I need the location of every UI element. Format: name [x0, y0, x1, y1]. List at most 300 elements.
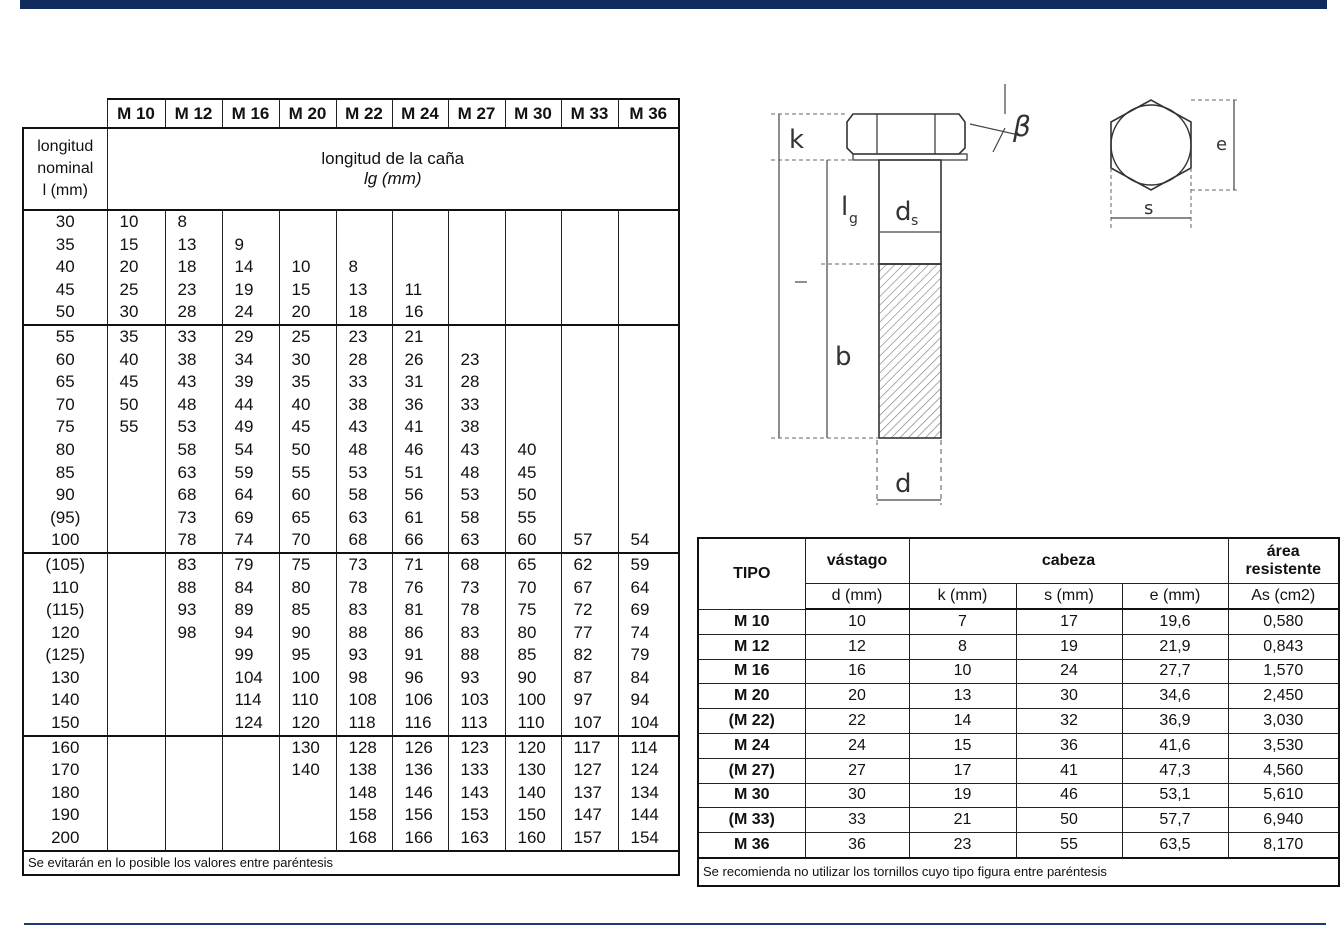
shank-length-value: 68 [460, 554, 480, 574]
nominal-line: l (mm) [42, 182, 88, 199]
shank-length-value [108, 827, 165, 850]
shank-length-value [449, 326, 505, 349]
shank-length-value: 116 [404, 713, 432, 733]
left-footnote-row [23, 851, 679, 875]
length-group [23, 736, 679, 851]
shank-length-value: 18 [348, 302, 368, 322]
shank-length-value [108, 529, 165, 552]
nominal-length: 30 [55, 212, 75, 231]
shank-length-cell [165, 325, 222, 553]
shank-length-value [166, 712, 222, 735]
shank-length-cell [392, 325, 448, 553]
shank-length-value: 44 [234, 394, 254, 414]
shank-length-value: 160 [517, 828, 546, 848]
shank-length-value: 89 [234, 600, 254, 620]
shank-length-cell [222, 553, 279, 736]
shank-length-value [619, 256, 679, 279]
shank-length-value: 110 [291, 690, 319, 710]
shank-length-value: 63 [348, 507, 368, 527]
bolt-value: 20 [805, 684, 909, 709]
shank-length-value: 168 [348, 828, 377, 848]
shank-header-line1: longitud de la caña [321, 149, 465, 168]
shank-length-value [619, 462, 679, 485]
shank-length-value: 110 [517, 713, 545, 733]
shank-length-cell [505, 325, 561, 553]
shank-length-value [108, 484, 165, 507]
bolt-value: 0,580 [1228, 609, 1339, 634]
shank-length-value: 80 [291, 577, 311, 597]
shank-length-value: 43 [177, 372, 197, 392]
shank-length-value [280, 211, 336, 234]
shank-length-value: 153 [460, 805, 489, 825]
shank-length-value [619, 234, 679, 257]
col-header: M 22 [336, 99, 392, 128]
shank-length-value [280, 234, 336, 257]
shank-length-value: 48 [177, 394, 197, 414]
shank-length-value: 104 [630, 713, 659, 733]
shank-length-value [506, 211, 561, 234]
bolt-value: 14 [909, 709, 1016, 734]
label-k: k [789, 125, 805, 155]
bolt-type: M 12 [698, 634, 805, 659]
shank-length-value: 72 [573, 600, 593, 620]
bolt-value: 33 [805, 808, 909, 833]
bolt-value: 24 [1016, 659, 1122, 684]
shank-length-value: 61 [404, 507, 424, 527]
shank-length-value: 50 [119, 394, 139, 414]
shank-length-value: 87 [573, 667, 593, 687]
shank-length-cell [107, 210, 165, 325]
shank-length-value [506, 394, 561, 417]
shank-length-value: 58 [177, 439, 197, 459]
shank-length-value: 91 [404, 645, 424, 665]
shank-length-value [166, 737, 222, 760]
shank-length-cell [505, 553, 561, 736]
shank-length-value: 114 [234, 690, 262, 710]
shank-length-value: 55 [291, 462, 311, 482]
shank-length-value: 51 [404, 462, 424, 482]
bolt-properties-grid [697, 537, 1340, 887]
nominal-length: 150 [51, 713, 80, 733]
shank-length-value [619, 326, 679, 349]
shank-length-value: 75 [517, 600, 537, 620]
shank-length-value: 98 [348, 667, 368, 687]
shank-length-value: 69 [234, 507, 254, 527]
shank-length-value: 31 [404, 372, 424, 392]
shank-length-value [619, 394, 679, 417]
nominal-length: 130 [51, 667, 80, 687]
bolt-value: 21 [909, 808, 1016, 833]
shank-length-value: 163 [460, 828, 489, 848]
shank-length-value [108, 667, 165, 690]
shank-length-value: 130 [291, 737, 320, 757]
shank-length-value: 63 [177, 462, 197, 482]
bolt-value: 15 [909, 733, 1016, 758]
nominal-line: longitud [37, 138, 94, 155]
shank-length-value: 28 [460, 372, 480, 392]
shank-length-value [166, 667, 222, 690]
col-header: M 27 [448, 99, 505, 128]
shank-length-value [108, 554, 165, 577]
shank-length-value [108, 507, 165, 530]
nominal-length: 170 [51, 760, 80, 780]
bolt-washer-face [853, 154, 967, 160]
shank-length-value: 100 [291, 667, 320, 687]
shank-length-value: 9 [234, 234, 244, 254]
shank-length-value [619, 416, 679, 439]
shank-length-value: 93 [460, 667, 480, 687]
shank-length-value: 140 [291, 760, 320, 780]
shank-length-value: 18 [177, 257, 197, 277]
shank-length-value: 73 [460, 577, 480, 597]
shank-length-value: 21 [404, 326, 424, 346]
bolt-value: 46 [1016, 783, 1122, 808]
shank-length-value: 85 [291, 600, 311, 620]
shank-length-value: 83 [460, 622, 480, 642]
shank-length-value: 57 [573, 530, 593, 550]
bolt-row [698, 808, 1339, 833]
shank-length-value: 50 [517, 485, 537, 505]
shank-length-value [223, 211, 279, 234]
shank-length-value: 93 [177, 600, 197, 620]
shank-length-value: 156 [404, 805, 433, 825]
shank-length-value: 158 [348, 805, 377, 825]
bolt-row [698, 783, 1339, 808]
shank-length-value: 40 [517, 439, 537, 459]
cabeza-header: cabeza [909, 538, 1228, 584]
shank-length-value: 80 [517, 622, 537, 642]
nominal-length: 35 [55, 234, 75, 254]
col-header: M 33 [561, 99, 618, 128]
shank-length-value [562, 349, 618, 372]
shank-length-value: 114 [630, 737, 658, 757]
bolt-value: 50 [1016, 808, 1122, 833]
sub-as: As (cm2) [1228, 584, 1339, 610]
right-footnote: Se recomienda no utilizar los tornillos cuyo tipo figura entre paréntesis [698, 858, 1339, 886]
shank-length-value [393, 211, 448, 234]
shank-length-value [619, 301, 679, 324]
shank-length-cell [165, 553, 222, 736]
shank-length-value: 19 [234, 279, 254, 299]
shank-length-value [506, 326, 561, 349]
left-footnote: Se evitarán en lo posible los valores entre paréntesis [23, 851, 679, 875]
shank-length-value: 147 [573, 805, 602, 825]
shank-length-value: 23 [348, 326, 368, 346]
bolt-value: 17 [909, 758, 1016, 783]
bolt-value: 5,610 [1228, 783, 1339, 808]
shank-length-value: 48 [460, 462, 480, 482]
shank-length-value: 103 [460, 690, 489, 710]
shank-length-cell [561, 736, 618, 851]
bolt-value: 22 [805, 709, 909, 734]
shank-length-value: 70 [517, 577, 537, 597]
shank-length-value: 14 [234, 257, 254, 277]
shank-length-value [562, 439, 618, 462]
shank-length-value: 38 [177, 349, 197, 369]
shank-length-value: 78 [348, 577, 368, 597]
bolt-thread [879, 264, 941, 438]
shank-length-value [562, 279, 618, 302]
bolt-value: 2,450 [1228, 684, 1339, 709]
shank-length-value: 128 [348, 737, 377, 757]
shank-length-value: 120 [291, 713, 320, 733]
shank-length-value: 118 [348, 713, 376, 733]
bolt-value: 36 [1016, 733, 1122, 758]
shank-length-value [108, 644, 165, 667]
shank-length-value: 68 [348, 530, 368, 550]
shank-length-value: 60 [517, 530, 537, 550]
length-group [23, 210, 679, 325]
shank-length-value [166, 804, 222, 827]
label-beta: β [1013, 110, 1031, 143]
shank-length-cell [392, 553, 448, 736]
bolt-value: 19,6 [1122, 609, 1228, 634]
shank-length-value: 94 [234, 622, 254, 642]
shank-length-value: 45 [119, 372, 139, 392]
shank-length-value [562, 416, 618, 439]
shank-length-value: 138 [348, 760, 377, 780]
sub-d: d (mm) [805, 584, 909, 610]
bolt-row [698, 634, 1339, 659]
shank-length-value: 36 [404, 394, 424, 414]
shank-length-value: 41 [404, 417, 424, 437]
label-lg: l [841, 192, 849, 222]
label-ds-sub: s [911, 213, 919, 229]
shank-length-cell [336, 736, 392, 851]
shank-length-value [166, 827, 222, 850]
shank-length-table [22, 98, 678, 873]
bolt-type: (M 33) [698, 808, 805, 833]
shank-length-value [562, 462, 618, 485]
shank-length-value: 59 [630, 554, 650, 574]
shank-length-value: 46 [404, 439, 424, 459]
shank-length-value: 154 [630, 828, 659, 848]
shank-length-value: 29 [234, 326, 254, 346]
shank-length-value: 108 [348, 690, 377, 710]
shank-length-value: 45 [517, 462, 537, 482]
bolt-type: M 20 [698, 684, 805, 709]
hex-outline [1111, 100, 1191, 190]
nominal-line: nominal [37, 160, 94, 177]
bolt-value: 41,6 [1122, 733, 1228, 758]
shank-length-value [449, 301, 505, 324]
shank-length-value [108, 804, 165, 827]
shank-length-value [108, 712, 165, 735]
bolt-value: 1,570 [1228, 659, 1339, 684]
shank-length-value: 120 [517, 737, 546, 757]
bolt-value: 36 [805, 833, 909, 858]
shank-length-value [166, 644, 222, 667]
shank-length-value [562, 256, 618, 279]
bolt-value: 57,7 [1122, 808, 1228, 833]
shank-length-value [108, 737, 165, 760]
length-group [23, 553, 679, 736]
hex-head-diagram [1098, 92, 1248, 234]
shank-length-value [619, 371, 679, 394]
shank-length-value: 69 [630, 600, 650, 620]
shank-length-value: 40 [291, 394, 311, 414]
shank-length-cell [618, 325, 679, 553]
shank-length-value: 82 [573, 645, 593, 665]
col-header: M 20 [279, 99, 336, 128]
shank-length-value [506, 349, 561, 372]
bolt-row [698, 709, 1339, 734]
hex-circle [1111, 105, 1191, 185]
bolt-value: 0,843 [1228, 634, 1339, 659]
shank-length-value [449, 234, 505, 257]
shank-length-value [166, 689, 222, 712]
bolt-row [698, 684, 1339, 709]
bolt-row [698, 833, 1339, 858]
bolt-value: 36,9 [1122, 709, 1228, 734]
shank-length-value: 123 [460, 737, 489, 757]
shank-length-cell [618, 736, 679, 851]
bolt-value: 41 [1016, 758, 1122, 783]
area-header [1228, 538, 1339, 584]
shank-length-cell [561, 325, 618, 553]
shank-length-value: 54 [234, 439, 254, 459]
bolt-value: 19 [1016, 634, 1122, 659]
col-header: M 30 [505, 99, 561, 128]
top-bar [20, 0, 1327, 9]
shank-length-value: 53 [177, 417, 197, 437]
shank-length-cell [448, 553, 505, 736]
shank-length-value [280, 782, 336, 805]
shank-length-cell [392, 736, 448, 851]
shank-length-value: 81 [404, 600, 424, 620]
nominal-length: 200 [51, 828, 80, 848]
bolt-type: (M 22) [698, 709, 805, 734]
shank-length-value: 126 [404, 737, 433, 757]
shank-length-value: 16 [404, 302, 424, 322]
size-header-row [23, 99, 679, 128]
shank-length-cell [222, 325, 279, 553]
shank-length-value [108, 689, 165, 712]
shank-length-value: 143 [460, 782, 489, 802]
bolt-type: M 16 [698, 659, 805, 684]
shank-length-value: 28 [348, 349, 368, 369]
props-body [698, 609, 1339, 858]
nominal-length-header [23, 128, 107, 210]
shank-length-value: 43 [348, 417, 368, 437]
bolt-value: 30 [805, 783, 909, 808]
area-line: área [1266, 543, 1300, 560]
shank-length-value [223, 782, 279, 805]
nominal-length: 50 [55, 302, 75, 322]
shank-length-value: 38 [460, 417, 480, 437]
shank-length-value: 60 [291, 485, 311, 505]
shank-length-value: 96 [404, 667, 424, 687]
shank-length-value [562, 507, 618, 530]
shank-length-value [280, 827, 336, 850]
shank-length-cell [222, 210, 279, 325]
shank-length-value: 15 [119, 234, 139, 254]
bolt-properties-table [697, 537, 1338, 880]
shank-length-value: 78 [177, 530, 197, 550]
area-line: resistente [1245, 561, 1322, 578]
shank-length-cell [107, 325, 165, 553]
bolt-value: 8,170 [1228, 833, 1339, 858]
bolt-value: 6,940 [1228, 808, 1339, 833]
shank-length-value: 68 [177, 485, 197, 505]
shank-length-value [562, 326, 618, 349]
shank-length-value: 35 [291, 372, 311, 392]
shank-length-value [449, 211, 505, 234]
shank-length-value: 77 [573, 622, 593, 642]
shank-length-value: 144 [630, 805, 659, 825]
shank-length-value: 50 [291, 439, 311, 459]
right-footnote-row [698, 858, 1339, 886]
shank-length-value: 79 [234, 554, 254, 574]
shank-length-value [108, 759, 165, 782]
label-b: b [835, 342, 852, 372]
tipo-header: TIPO [698, 538, 805, 609]
shank-header-line2: lg (mm) [363, 169, 422, 188]
shank-length-value: 107 [573, 713, 602, 733]
nominal-length: 45 [55, 279, 75, 299]
nominal-length-cell [23, 210, 107, 325]
shank-length-value [619, 211, 679, 234]
shank-length-value [619, 349, 679, 372]
bolt-value: 4,560 [1228, 758, 1339, 783]
shank-length-value: 150 [517, 805, 546, 825]
bolt-diagram [765, 80, 1065, 515]
shank-length-value [562, 394, 618, 417]
shank-length-value: 28 [177, 302, 197, 322]
bolt-value: 32 [1016, 709, 1122, 734]
shank-length-value: 124 [234, 713, 263, 733]
shank-length-cell [279, 553, 336, 736]
shank-length-cell [222, 736, 279, 851]
shank-length-cell [392, 210, 448, 325]
shank-length-value: 86 [404, 622, 424, 642]
shank-length-cell [505, 736, 561, 851]
shank-length-value: 58 [348, 485, 368, 505]
shank-length-value: 30 [291, 349, 311, 369]
label-ds: d [895, 197, 912, 227]
shank-length-cell [279, 210, 336, 325]
shank-length-cell [107, 553, 165, 736]
shank-length-value [280, 804, 336, 827]
shank-length-cell [618, 553, 679, 736]
shank-length-value: 100 [517, 690, 546, 710]
shank-length-value [166, 782, 222, 805]
bolt-value: 10 [909, 659, 1016, 684]
col-header: M 12 [165, 99, 222, 128]
shank-length-value: 10 [291, 257, 311, 277]
shank-length-value [223, 759, 279, 782]
label-s: s [1144, 198, 1154, 219]
shank-length-value [619, 484, 679, 507]
bolt-value: 53,1 [1122, 783, 1228, 808]
shank-length-value: 84 [630, 667, 650, 687]
shank-length-value [108, 439, 165, 462]
nominal-length: (95) [50, 507, 81, 527]
shank-length-value: 43 [460, 439, 480, 459]
shank-length-cell [165, 210, 222, 325]
shank-length-value: 62 [573, 554, 593, 574]
bolt-value: 8 [909, 634, 1016, 659]
shank-length-value: 54 [630, 530, 650, 550]
bolt-value: 34,6 [1122, 684, 1228, 709]
nominal-length: 90 [55, 485, 75, 505]
bolt-type: (M 27) [698, 758, 805, 783]
shank-length-value: 48 [348, 439, 368, 459]
shank-length-value: 58 [460, 507, 480, 527]
shank-length-value: 49 [234, 417, 254, 437]
shank-length-cell [279, 736, 336, 851]
shank-length-value [223, 827, 279, 850]
